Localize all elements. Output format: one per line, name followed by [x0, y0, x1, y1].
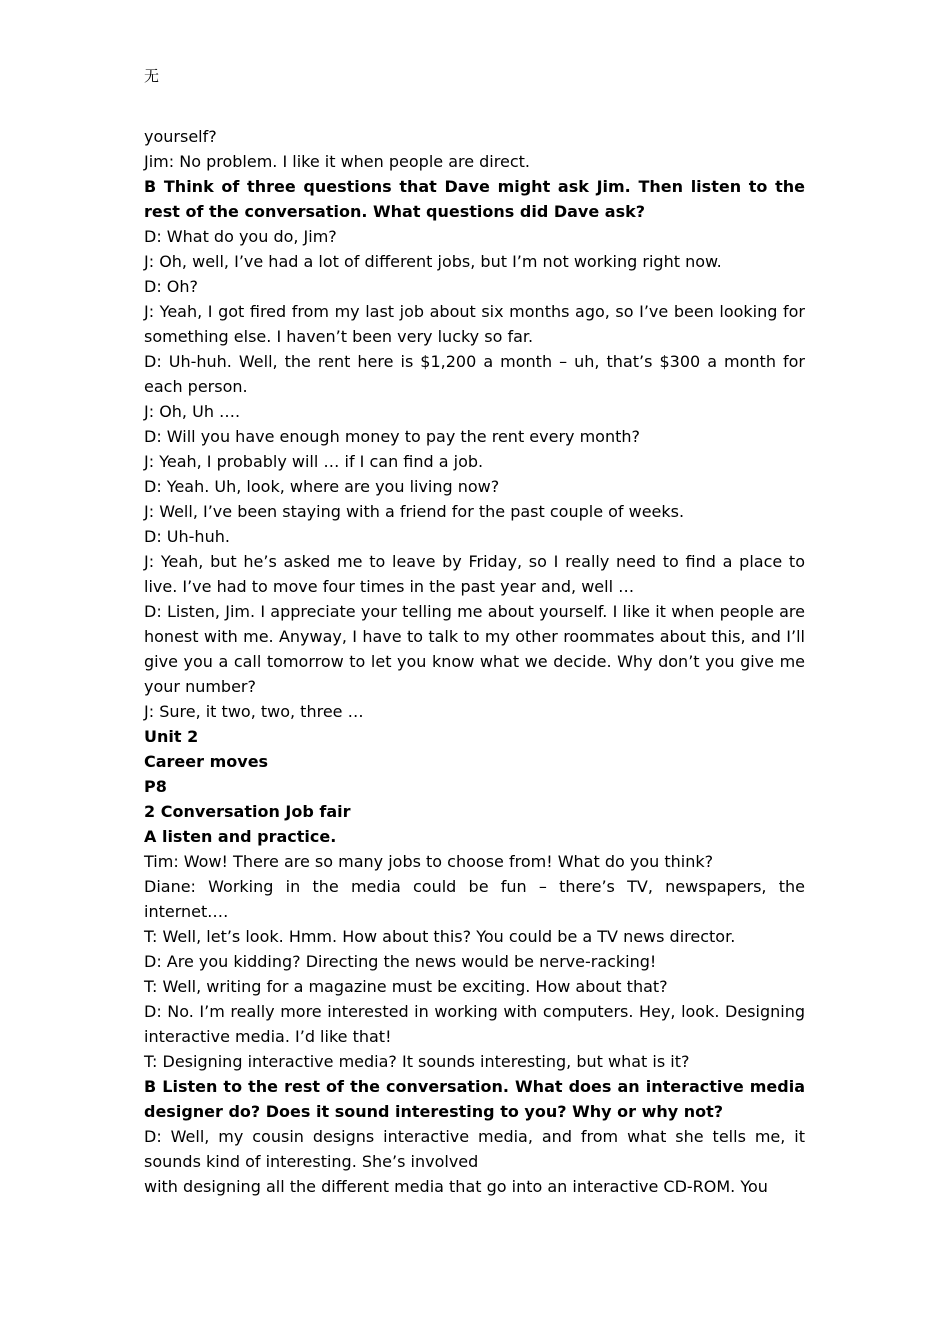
dialogue-line: Tim: Wow! There are so many jobs to choose from! What do you think? — [144, 852, 714, 871]
page-reference: P8 — [144, 777, 167, 796]
dialogue-line: J: Oh, Uh …. — [144, 402, 241, 421]
dialogue-line: T: Well, let’s look. Hmm. How about this? You could be a TV news director. — [144, 927, 736, 946]
dialogue-line: J: Yeah, I got fired from my last job about six months ago, so I’ve been looking for something else. I haven’t been very lucky so far. — [144, 302, 805, 346]
exercise-heading: A listen and practice. — [144, 827, 337, 846]
dialogue-line: D: Oh? — [144, 277, 199, 296]
dialogue-line: D: Well, my cousin designs interactive media, and from what she tells me, it sounds kind of interesting. She’s involved — [144, 1127, 805, 1171]
dialogue-line: D: No. I’m really more interested in working with computers. Hey, look. Designing interactive media. I’d like that! — [144, 1002, 805, 1046]
dialogue-line: J: Sure, it two, two, three … — [144, 702, 364, 721]
unit-subtitle: Career moves — [144, 752, 269, 771]
dialogue-line: J: Oh, well, I’ve had a lot of different jobs, but I’m not working right now. — [144, 252, 722, 271]
dialogue-line: J: Yeah, I probably will … if I can find a job. — [144, 452, 484, 471]
text-line: yourself? — [144, 127, 217, 146]
dialogue-line: D: Listen, Jim. I appreciate your telling me about yourself. I like it when people are honest with me. Anyway, I have to talk to my other roommates about this, and I’ll give you a call tomorrow to let you know what we decide. Why don’t you give me your number? — [144, 602, 805, 696]
dialogue-line: T: Well, writing for a magazine must be exciting. How about that? — [144, 977, 668, 996]
page-header-mark: 无 — [144, 67, 160, 85]
dialogue-line: D: Are you kidding? Directing the news would be nerve-racking! — [144, 952, 657, 971]
section-heading: 2 Conversation Job fair — [144, 802, 351, 821]
dialogue-line: D: Will you have enough money to pay the rent every month? — [144, 427, 641, 446]
dialogue-line: J: Yeah, but he’s asked me to leave by Friday, so I really need to find a place to live. I’ve had to move four times in the past year and, well … — [144, 552, 805, 596]
dialogue-line: J: Well, I’ve been staying with a friend for the past couple of weeks. — [144, 502, 685, 521]
exercise-heading: B Think of three questions that Dave might ask Jim. Then listen to the rest of the conversation. What questions did Dave ask? — [144, 177, 805, 221]
dialogue-line: with designing all the different media that go into an interactive CD-ROM. You — [144, 1177, 768, 1196]
unit-title: Unit 2 — [144, 727, 199, 746]
dialogue-line: T: Designing interactive media? It sounds interesting, but what is it? — [144, 1052, 690, 1071]
dialogue-line: D: Yeah. Uh, look, where are you living now? — [144, 477, 500, 496]
document-body — [144, 124, 805, 1199]
dialogue-line: Diane: Working in the media could be fun – there’s TV, newspapers, the internet.… — [144, 877, 805, 921]
dialogue-line: D: Uh-huh. — [144, 527, 230, 546]
exercise-heading: B Listen to the rest of the conversation. What does an interactive media designer do? Does it sound interesting to you? Why or why not? — [144, 1077, 805, 1121]
dialogue-line: D: What do you do, Jim? — [144, 227, 337, 246]
text-line: Jim: No problem. I like it when people are direct. — [144, 152, 530, 171]
dialogue-line: D: Uh-huh. Well, the rent here is $1,200 a month – uh, that’s $300 a month for each person. — [144, 352, 805, 396]
